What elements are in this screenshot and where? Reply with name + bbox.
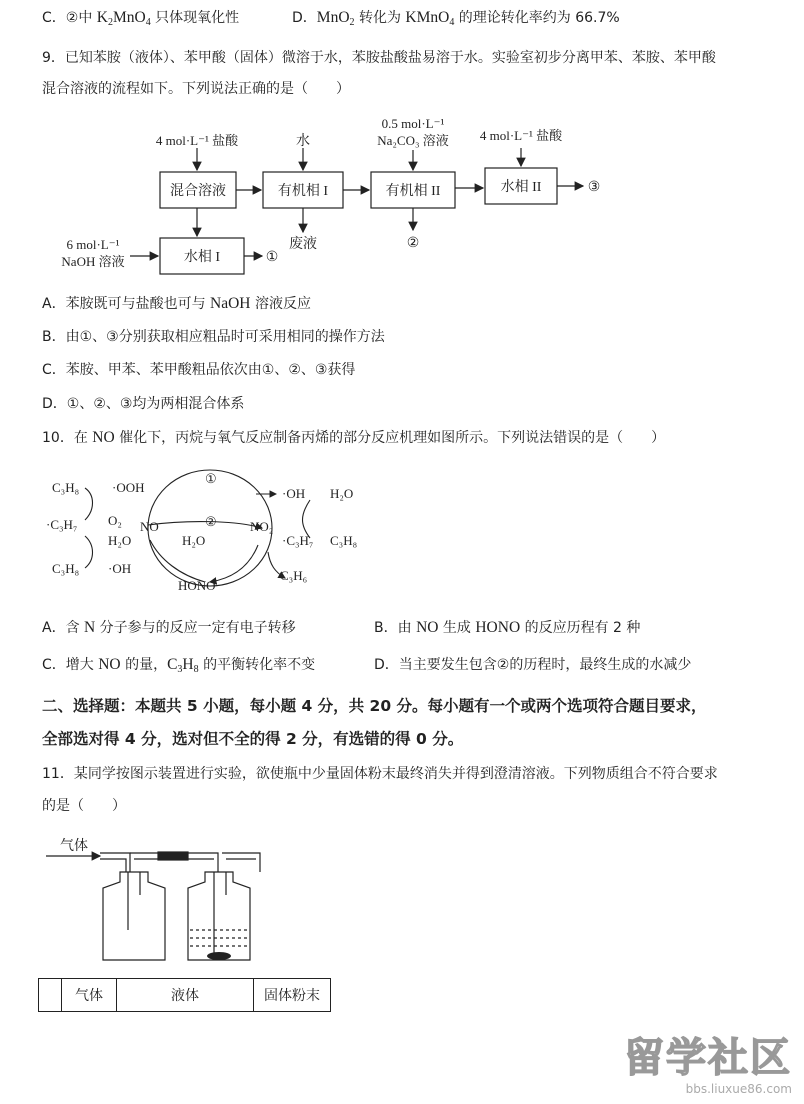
species-h2o-center: H₂O <box>182 533 206 548</box>
species-oh-right: ·OH <box>282 486 306 501</box>
flow-label-aqueous-phase-2: 水相 II <box>500 180 542 195</box>
table-header-solid-powder: 固体粉末 <box>254 979 331 1012</box>
flow-label-organic-phase-1: 有机相 I <box>277 184 329 199</box>
species-oh-left: ·OH <box>108 561 132 576</box>
species-c3h8-right: C₃H₈ <box>330 533 358 548</box>
q9-option-d: D．①、②、③均为两相混合体系 <box>42 396 245 412</box>
output-1: ① <box>265 250 279 265</box>
q9-option-a: A．苯胺既可与盐酸也可与 NaOH 溶液反应 <box>42 295 311 312</box>
table-header-liquid: 液体 <box>117 979 254 1012</box>
reagent-hcl-1: 4 mol·L⁻¹ 盐酸 <box>155 133 239 148</box>
species-no2: NO₂ <box>250 519 274 534</box>
species-c3h7-left: ·C₃H₇ <box>46 517 78 532</box>
pathway-1: ① <box>205 471 217 486</box>
table-header-gas: 气体 <box>62 979 117 1012</box>
species-h2o-left: H₂O <box>108 533 132 548</box>
q9-stem-line2: 混合溶液的流程如下。下列说法正确的是（ ） <box>42 81 350 97</box>
gas-inlet-label: 气体 <box>60 839 88 854</box>
species-h2o-right: H₂O <box>330 486 354 501</box>
q9-stem-line1: 9．已知苯胺（液体）、苯甲酸（固体）微溶于水，苯胺盐酸盐易溶于水。实验室初步分离甲苯、苯胺、苯甲酸 <box>42 50 716 66</box>
q8-option-d: D．MnO$_2$ 转化为 KMnO$_4$ 的理论转化率约为 66.7% <box>292 9 620 28</box>
reagent-naoh-name: NaOH 溶液 <box>61 254 125 269</box>
q10-option-d: D．当主要发生包含②的历程时，最终生成的水减少 <box>374 657 692 673</box>
species-c3h8-top: C₃H₈ <box>52 480 80 495</box>
q11-stem-line1: 11．某同学按图示装置进行实验，欲使瓶中少量固体粉末最终消失并得到澄清溶液。下列物质组合不符合要求 <box>42 766 718 782</box>
q10-stem: 10．在 NO 催化下，丙烷与氧气反应制备丙烯的部分反应机理如图所示。下列说法错误的是（ ） <box>42 429 666 446</box>
q11-options-table <box>38 978 331 1012</box>
output-3: ③ <box>587 180 601 195</box>
q11-stem-line2: 的是（ ） <box>42 798 126 814</box>
species-c3h6: C₃H₆ <box>280 568 308 583</box>
q9-option-b: B．由①、③分别获取相应粗品时可采用相同的操作方法 <box>42 329 385 345</box>
reagent-na2co3-name: Na₂CO₃ 溶液 <box>377 133 449 148</box>
reagent-na2co3-conc: 0.5 mol·L⁻¹ <box>381 116 445 131</box>
watermark <box>624 1036 792 1096</box>
flow-label-mixed-solution: 混合溶液 <box>170 184 226 199</box>
q10-option-c: C．增大 NO 的量，$C_3H_8$ 的平衡转化率不变 <box>42 656 316 675</box>
q11-apparatus-diagram <box>0 828 804 968</box>
species-c3h7-right: ·C₃H₇ <box>282 533 314 548</box>
output-2: ② <box>406 236 420 251</box>
species-c3h8-bottom: C₃H₈ <box>52 561 80 576</box>
flow-label-aqueous-phase-1: 水相 I <box>183 250 221 265</box>
reagent-naoh-conc: 6 mol·L⁻¹ <box>66 237 120 252</box>
watermark-url: bbs.liuxue86.com <box>685 1082 792 1096</box>
section2-heading-line2: 全部选对得 4 分，选对但不全的得 2 分，有选错的得 0 分。 <box>42 730 464 748</box>
q9-flowchart <box>0 105 804 285</box>
table-header-row <box>39 979 331 1012</box>
species-hono: HONO <box>178 578 216 593</box>
q10-option-b: B．由 NO 生成 HONO 的反应历程有 2 种 <box>374 619 641 636</box>
species-ooh: ·OOH <box>112 480 145 495</box>
watermark-logo-text: 留学社区 <box>624 1035 792 1081</box>
q8-option-c: C．②中 $K_2MnO_4$ 只体现氧化性 <box>42 9 240 28</box>
table-header-blank <box>39 979 62 1012</box>
reagent-water: 水 <box>296 134 310 149</box>
output-waste: 废液 <box>289 237 317 252</box>
q10-mechanism-diagram <box>0 460 804 600</box>
q10-option-a: A．含 N 分子参与的反应一定有电子转移 <box>42 619 296 636</box>
flow-label-organic-phase-2: 有机相 II <box>385 184 441 199</box>
pathway-2: ② <box>205 514 217 529</box>
section2-heading-line1: 二、选择题：本题共 5 小题，每小题 4 分，共 20 分。每小题有一个或两个选项符合题目要求， <box>42 697 707 715</box>
species-no: NO <box>140 519 159 534</box>
reagent-hcl-2: 4 mol·L⁻¹ 盐酸 <box>479 128 563 143</box>
species-o2: O₂ <box>108 513 122 528</box>
q9-option-c: C．苯胺、甲苯、苯甲酸粗品依次由①、②、③获得 <box>42 362 356 378</box>
